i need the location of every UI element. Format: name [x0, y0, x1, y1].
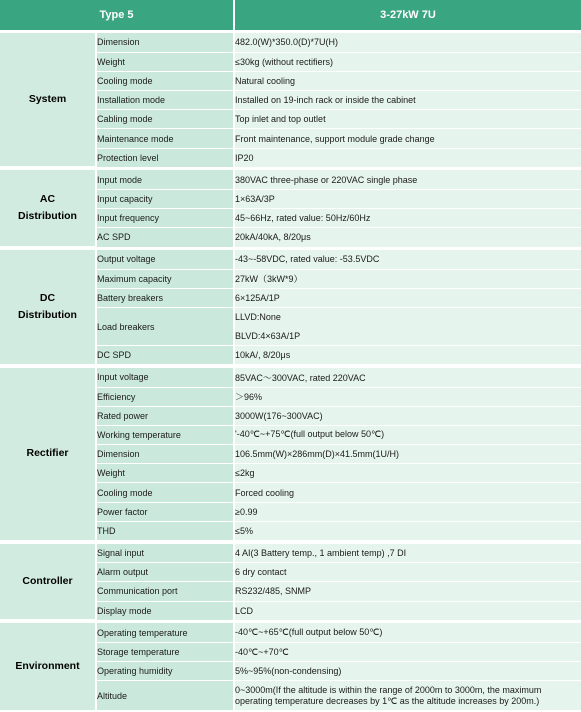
spec-name: Weight	[96, 464, 234, 483]
spec-name: Operating humidity	[96, 662, 234, 681]
table-row	[0, 368, 581, 387]
spec-value: Installed on 19-inch rack or inside the cabinet	[234, 91, 581, 110]
spec-value-group	[234, 308, 581, 346]
spec-value: 6×125A/1P	[234, 288, 581, 307]
spec-value: 482.0(W)*350.0(D)*7U(H)	[234, 33, 581, 52]
spec-name: Power factor	[96, 502, 234, 521]
spec-name: Communication port	[96, 582, 234, 601]
spec-name: Cooling mode	[96, 483, 234, 502]
spec-name: Dimension	[96, 33, 234, 52]
spec-name: Rated power	[96, 406, 234, 425]
spec-value: 380VAC three-phase or 220VAC single phase	[234, 170, 581, 189]
spec-name: Weight	[96, 52, 234, 71]
spec-value: 85VAC～300VAC, rated 220VAC	[234, 368, 581, 387]
spec-value: Top inlet and top outlet	[234, 110, 581, 129]
spec-name: Operating temperature	[96, 623, 234, 642]
spec-value: LCD	[234, 601, 581, 620]
spec-name: Battery breakers	[96, 288, 234, 307]
section-label: Rectifier	[0, 368, 96, 541]
section-label: Environment	[0, 623, 96, 711]
spec-value: Front maintenance, support module grade change	[234, 129, 581, 148]
spec-name: Installation mode	[96, 91, 234, 110]
spec-name: Cabling mode	[96, 110, 234, 129]
spec-value: ≤2kg	[234, 464, 581, 483]
spec-name: Display mode	[96, 601, 234, 620]
table-row	[0, 170, 581, 189]
spec-value: 45~66Hz, rated value: 50Hz/60Hz	[234, 209, 581, 228]
spec-name: Alarm output	[96, 563, 234, 582]
spec-value: -40℃~+70℃	[234, 642, 581, 661]
table-row	[0, 250, 581, 269]
spec-name: Storage temperature	[96, 642, 234, 661]
spec-name: Altitude	[96, 681, 234, 711]
spec-name: Maximum capacity	[96, 269, 234, 288]
spec-name: Load breakers	[96, 308, 234, 346]
spec-value: LLVD:None	[235, 312, 281, 323]
spec-name: Signal input	[96, 544, 234, 563]
spec-name: Input capacity	[96, 190, 234, 209]
table-row	[0, 623, 581, 642]
spec-value: 106.5mm(W)×286mm(D)×41.5mm(1U/H)	[234, 445, 581, 464]
table-row	[0, 33, 581, 52]
spec-name: Input frequency	[96, 209, 234, 228]
spec-value: ≥0.99	[234, 502, 581, 521]
section-label: AC Distribution	[0, 170, 96, 247]
spec-name: Dimension	[96, 445, 234, 464]
spec-value-secondary: BLVD:4×63A/1P	[235, 331, 301, 342]
spec-value: 20kA/40kA, 8/20μs	[234, 228, 581, 247]
spec-name: Input mode	[96, 170, 234, 189]
spec-value: 1×63A/3P	[234, 190, 581, 209]
spec-name: Input voltage	[96, 368, 234, 387]
header-model: 3-27kW 7U	[234, 0, 581, 30]
spec-name: Cooling mode	[96, 71, 234, 90]
spec-value: 3000W(176~300VAC)	[234, 406, 581, 425]
header-type: Type 5	[0, 0, 234, 30]
table-header-row	[0, 0, 581, 30]
section-label: Controller	[0, 544, 96, 621]
section-label: DC Distribution	[0, 250, 96, 365]
spec-value: 5%~95%(non-condensing)	[234, 662, 581, 681]
spec-value: '-40℃~+75℃(full output below 50℃)	[234, 425, 581, 444]
spec-value: IP20	[234, 148, 581, 167]
spec-name: Efficiency	[96, 387, 234, 406]
spec-value: 10kA/, 8/20μs	[234, 346, 581, 365]
spec-value: 4 AI(3 Battery temp., 1 ambient temp) ,7 DI	[234, 544, 581, 563]
spec-value: 27kW（3kW*9）	[234, 269, 581, 288]
spec-value: ≤30kg (without rectifiers)	[234, 52, 581, 71]
spec-name: THD	[96, 521, 234, 540]
spec-name: Protection level	[96, 148, 234, 167]
section-label: System	[0, 33, 96, 167]
spec-name: Output voltage	[96, 250, 234, 269]
spec-value: RS232/485, SNMP	[234, 582, 581, 601]
spec-name: Working temperature	[96, 425, 234, 444]
spec-value: ＞96%	[234, 387, 581, 406]
spec-name: DC SPD	[96, 346, 234, 365]
spec-name: AC SPD	[96, 228, 234, 247]
spec-name: Maintenance mode	[96, 129, 234, 148]
spec-value: Forced cooling	[234, 483, 581, 502]
spec-value: 6 dry contact	[234, 563, 581, 582]
spec-value: Natural cooling	[234, 71, 581, 90]
spec-value: ≤5%	[234, 521, 581, 540]
spec-value: 0~3000m(If the altitude is within the range of 2000m to 3000m, the maximum operating temperature decreases by 1℃ as the altitude increases by 200m.)	[234, 681, 581, 711]
spec-value: -43~-58VDC, rated value: -53.5VDC	[234, 250, 581, 269]
spec-value: -40℃~+65℃(full output below 50℃)	[234, 623, 581, 642]
table-row	[0, 544, 581, 563]
